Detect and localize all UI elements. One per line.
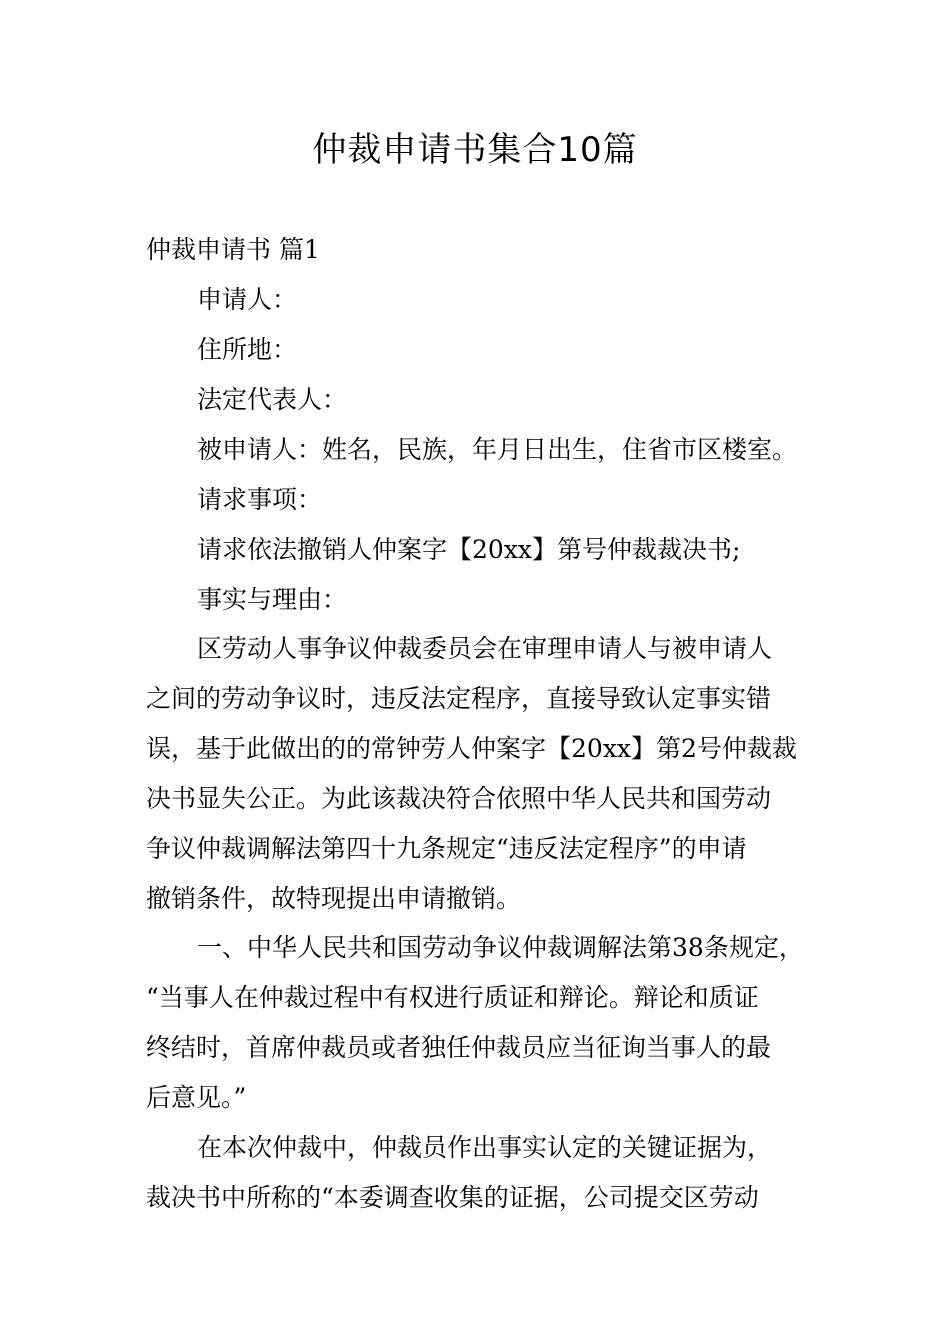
paragraph-line: “当事人在仲裁过程中有权进行质证和辩论。辩论和质证 [146, 983, 759, 1012]
section-heading: 仲裁申请书 篇1 [146, 235, 320, 264]
document-title: 仲裁申请书集合10篇 [312, 130, 638, 170]
legal-representative-line: 法定代表人： [197, 385, 348, 414]
paragraph-line: 之间的劳动争议时，违反法定程序，直接导致认定事实错 [146, 684, 772, 713]
paragraph-line: 一、中华人民共和国劳动争议仲裁调解法第38条规定， [197, 933, 804, 962]
facts-heading: 事实与理由： [197, 585, 348, 614]
request-heading: 请求事项： [197, 485, 323, 514]
paragraph-line: 决书显失公正。为此该裁决符合依照中华人民共和国劳动 [146, 784, 772, 813]
paragraph-line: 在本次仲裁中，仲裁员作出事实认定的关键证据为， [197, 1133, 773, 1162]
applicant-line: 申请人： [197, 285, 298, 314]
paragraph-line: 争议仲裁调解法第四十九条规定“违反法定程序”的申请 [146, 834, 747, 863]
request-item: 请求依法撤销人仲案字【20xx】第号仲裁裁决书; [197, 535, 741, 564]
respondent-line: 被申请人：姓名，民族，年月日出生，住省市区楼室。 [197, 435, 798, 464]
paragraph-line: 区劳动人事争议仲裁委员会在审理申请人与被申请人 [197, 634, 773, 663]
paragraph-line: 后意见。” [146, 1083, 247, 1112]
paragraph-line: 终结时，首席仲裁员或者独任仲裁员应当征询当事人的最 [146, 1033, 772, 1062]
paragraph-line: 撤销条件，故特现提出申请撤销。 [146, 884, 522, 913]
address-line: 住所地： [197, 335, 298, 364]
paragraph-line: 误，基于此做出的的常钟劳人仲案字【20xx】第2号仲裁裁 [146, 734, 797, 763]
paragraph-line: 裁决书中所称的“本委调查收集的证据，公司提交区劳动 [146, 1183, 759, 1212]
